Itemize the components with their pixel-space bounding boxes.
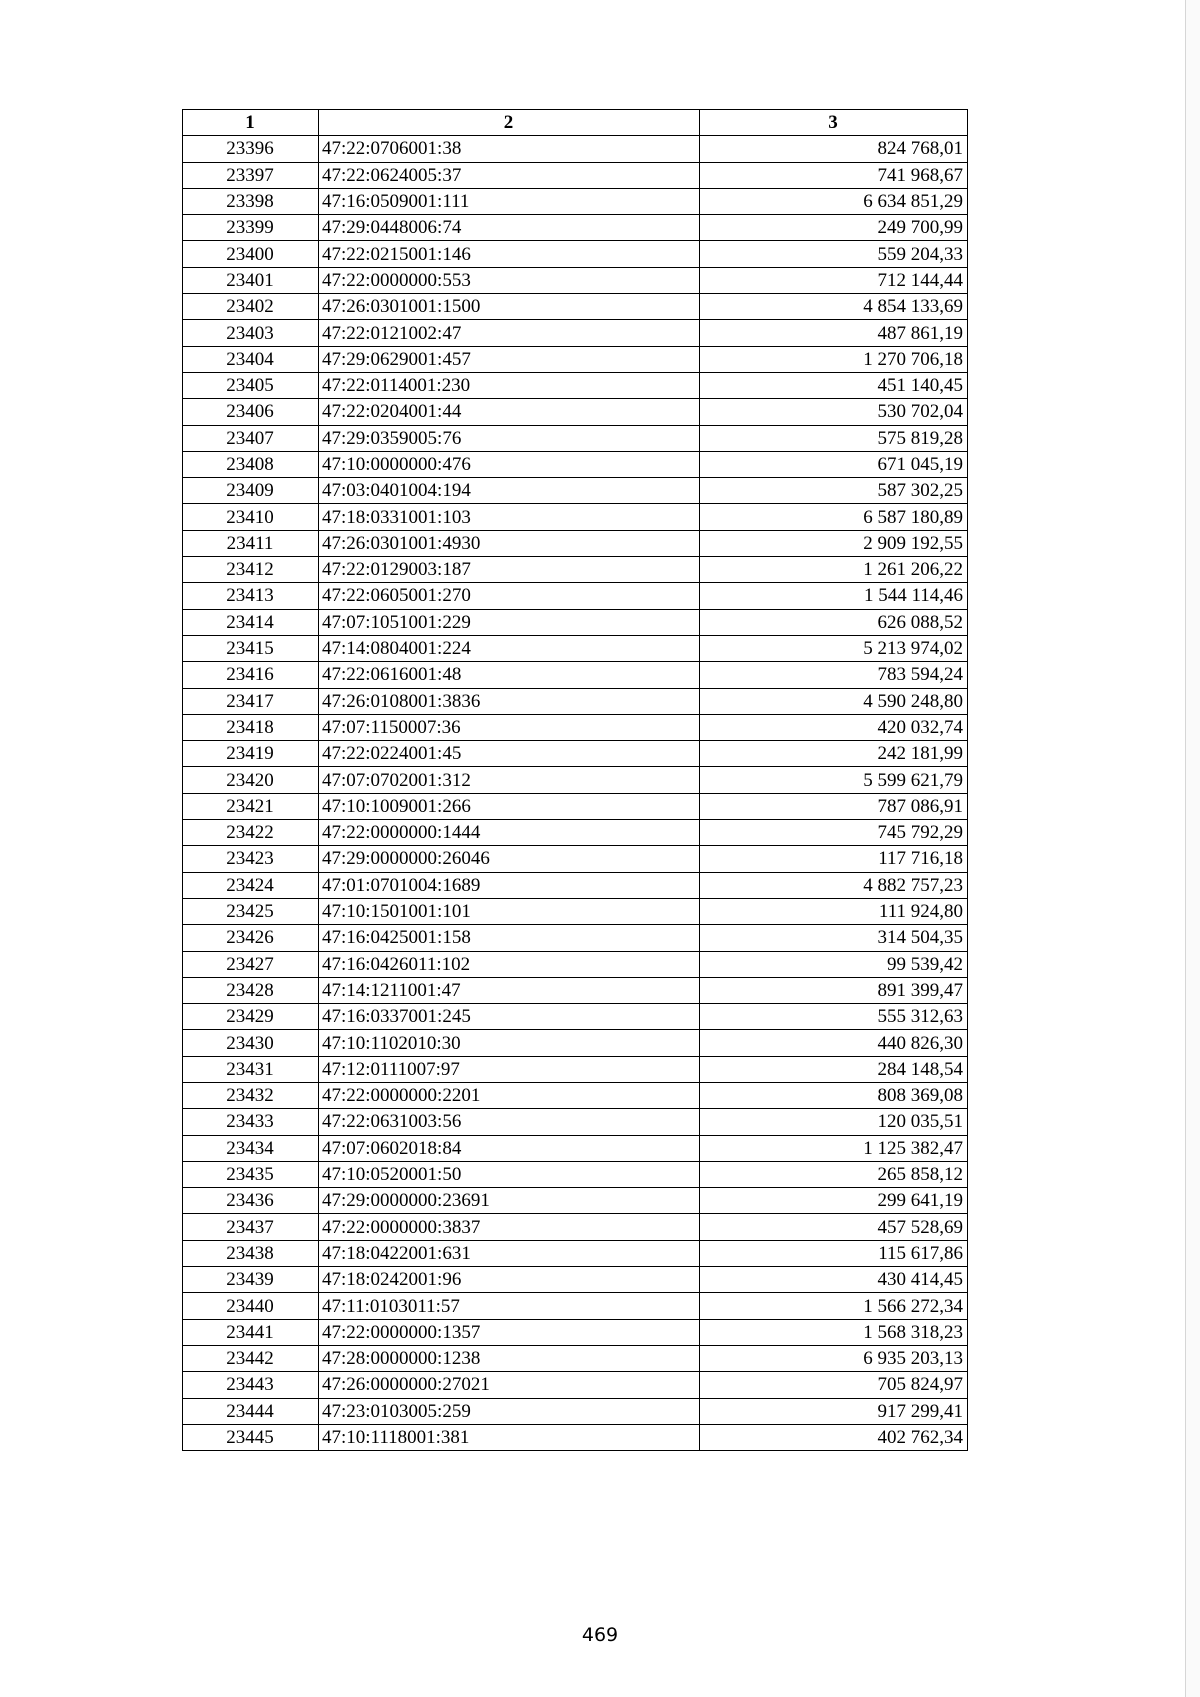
table-row: [183, 136, 968, 162]
table-row: [183, 583, 968, 609]
cadastral-number-cell: 47:10:0520001:50: [319, 1161, 700, 1187]
row-number-cell: 23415: [183, 635, 319, 661]
cadastral-number-cell: 47:16:0426011:102: [319, 951, 700, 977]
row-number-cell: 23429: [183, 1004, 319, 1030]
table-row: [183, 793, 968, 819]
cadastral-number-cell: 47:10:1118001:381: [319, 1424, 700, 1450]
cadastral-number-cell: 47:22:0000000:1444: [319, 820, 700, 846]
cadastral-value-cell: 4 882 757,23: [700, 872, 968, 898]
data-table: [182, 109, 968, 1451]
cadastral-number-cell: 47:29:0359005:76: [319, 425, 700, 451]
cadastral-value-cell: 1 270 706,18: [700, 346, 968, 372]
cadastral-number-cell: 47:22:0000000:2201: [319, 1082, 700, 1108]
table-row: [183, 504, 968, 530]
cadastral-value-cell: 420 032,74: [700, 714, 968, 740]
cadastral-number-cell: 47:14:1211001:47: [319, 977, 700, 1003]
cadastral-number-cell: 47:07:0702001:312: [319, 767, 700, 793]
cadastral-value-cell: 5 213 974,02: [700, 635, 968, 661]
row-number-cell: 23403: [183, 320, 319, 346]
cadastral-value-cell: 1 566 272,34: [700, 1293, 968, 1319]
row-number-cell: 23397: [183, 162, 319, 188]
table-row: [183, 925, 968, 951]
table-row: [183, 1004, 968, 1030]
table-row: [183, 1372, 968, 1398]
table-row: [183, 741, 968, 767]
table-row: [183, 215, 968, 241]
cadastral-value-cell: 314 504,35: [700, 925, 968, 951]
cadastral-number-cell: 47:26:0301001:4930: [319, 530, 700, 556]
cadastral-value-cell: 705 824,97: [700, 1372, 968, 1398]
row-number-cell: 23422: [183, 820, 319, 846]
row-number-cell: 23398: [183, 188, 319, 214]
cadastral-number-cell: 47:18:0242001:96: [319, 1267, 700, 1293]
row-number-cell: 23433: [183, 1109, 319, 1135]
cadastral-number-cell: 47:28:0000000:1238: [319, 1345, 700, 1371]
cadastral-number-cell: 47:22:0129003:187: [319, 557, 700, 583]
cadastral-number-cell: 47:29:0448006:74: [319, 215, 700, 241]
table-row: [183, 846, 968, 872]
table-row: [183, 1082, 968, 1108]
table-row: [183, 320, 968, 346]
row-number-cell: 23405: [183, 372, 319, 398]
column-header-1: 1: [183, 110, 319, 136]
row-number-cell: 23417: [183, 688, 319, 714]
cadastral-value-cell: 117 716,18: [700, 846, 968, 872]
cadastral-number-cell: 47:26:0301001:1500: [319, 294, 700, 320]
cadastral-value-cell: 1 261 206,22: [700, 557, 968, 583]
column-header-2: 2: [319, 110, 700, 136]
row-number-cell: 23434: [183, 1135, 319, 1161]
row-number-cell: 23412: [183, 557, 319, 583]
cadastral-number-cell: 47:22:0204001:44: [319, 399, 700, 425]
row-number-cell: 23402: [183, 294, 319, 320]
row-number-cell: 23439: [183, 1267, 319, 1293]
table-row: [183, 1345, 968, 1371]
cadastral-number-cell: 47:14:0804001:224: [319, 635, 700, 661]
table-row: [183, 1214, 968, 1240]
cadastral-value-cell: 6 634 851,29: [700, 188, 968, 214]
row-number-cell: 23438: [183, 1240, 319, 1266]
table-row: [183, 1240, 968, 1266]
row-number-cell: 23427: [183, 951, 319, 977]
cadastral-value-cell: 6 935 203,13: [700, 1345, 968, 1371]
row-number-cell: 23432: [183, 1082, 319, 1108]
cadastral-value-cell: 457 528,69: [700, 1214, 968, 1240]
cadastral-number-cell: 47:18:0331001:103: [319, 504, 700, 530]
row-number-cell: 23408: [183, 451, 319, 477]
table-row: [183, 1188, 968, 1214]
cadastral-value-cell: 745 792,29: [700, 820, 968, 846]
table-row: [183, 635, 968, 661]
table-row: [183, 1293, 968, 1319]
table-row: [183, 1267, 968, 1293]
cadastral-value-cell: 120 035,51: [700, 1109, 968, 1135]
cadastral-number-cell: 47:10:1501001:101: [319, 898, 700, 924]
row-number-cell: 23409: [183, 478, 319, 504]
cadastral-value-cell: 783 594,24: [700, 662, 968, 688]
table-row: [183, 1030, 968, 1056]
table-row: [183, 1135, 968, 1161]
cadastral-value-cell: 111 924,80: [700, 898, 968, 924]
row-number-cell: 23399: [183, 215, 319, 241]
cadastral-value-cell: 575 819,28: [700, 425, 968, 451]
cadastral-value-cell: 451 140,45: [700, 372, 968, 398]
cadastral-number-cell: 47:16:0425001:158: [319, 925, 700, 951]
row-number-cell: 23436: [183, 1188, 319, 1214]
cadastral-value-cell: 1 125 382,47: [700, 1135, 968, 1161]
row-number-cell: 23413: [183, 583, 319, 609]
cadastral-number-cell: 47:23:0103005:259: [319, 1398, 700, 1424]
table-row: [183, 714, 968, 740]
table-row: [183, 478, 968, 504]
cadastral-number-cell: 47:22:0000000:553: [319, 267, 700, 293]
cadastral-number-cell: 47:10:1102010:30: [319, 1030, 700, 1056]
row-number-cell: 23441: [183, 1319, 319, 1345]
cadastral-value-cell: 299 641,19: [700, 1188, 968, 1214]
cadastral-number-cell: 47:22:0616001:48: [319, 662, 700, 688]
table-row: [183, 372, 968, 398]
row-number-cell: 23428: [183, 977, 319, 1003]
cadastral-number-cell: 47:12:0111007:97: [319, 1056, 700, 1082]
row-number-cell: 23444: [183, 1398, 319, 1424]
table-row: [183, 1398, 968, 1424]
cadastral-number-cell: 47:10:1009001:266: [319, 793, 700, 819]
cadastral-number-cell: 47:29:0000000:26046: [319, 846, 700, 872]
table-row: [183, 1109, 968, 1135]
row-number-cell: 23404: [183, 346, 319, 372]
cadastral-value-cell: 1 568 318,23: [700, 1319, 968, 1345]
cadastral-value-cell: 242 181,99: [700, 741, 968, 767]
row-number-cell: 23419: [183, 741, 319, 767]
cadastral-number-cell: 47:11:0103011:57: [319, 1293, 700, 1319]
row-number-cell: 23414: [183, 609, 319, 635]
cadastral-value-cell: 559 204,33: [700, 241, 968, 267]
cadastral-value-cell: 1 544 114,46: [700, 583, 968, 609]
cadastral-value-cell: 440 826,30: [700, 1030, 968, 1056]
cadastral-value-cell: 671 045,19: [700, 451, 968, 477]
table-row: [183, 1056, 968, 1082]
table-row: [183, 530, 968, 556]
table-row: [183, 399, 968, 425]
table-row: [183, 162, 968, 188]
table-row: [183, 662, 968, 688]
table-row: [183, 557, 968, 583]
cadastral-number-cell: 47:29:0629001:457: [319, 346, 700, 372]
cadastral-number-cell: 47:22:0605001:270: [319, 583, 700, 609]
table-body: [183, 136, 968, 1451]
row-number-cell: 23416: [183, 662, 319, 688]
cadastral-value-cell: 712 144,44: [700, 267, 968, 293]
table-row: [183, 267, 968, 293]
cadastral-number-cell: 47:22:0121002:47: [319, 320, 700, 346]
cadastral-number-cell: 47:22:0000000:3837: [319, 1214, 700, 1240]
cadastral-number-cell: 47:01:0701004:1689: [319, 872, 700, 898]
cadastral-number-cell: 47:07:0602018:84: [319, 1135, 700, 1161]
cadastral-value-cell: 808 369,08: [700, 1082, 968, 1108]
cadastral-value-cell: 787 086,91: [700, 793, 968, 819]
cadastral-value-cell: 99 539,42: [700, 951, 968, 977]
table-row: [183, 451, 968, 477]
row-number-cell: 23407: [183, 425, 319, 451]
cadastral-value-cell: 115 617,86: [700, 1240, 968, 1266]
cadastral-value-cell: 430 414,45: [700, 1267, 968, 1293]
cadastral-number-cell: 47:03:0401004:194: [319, 478, 700, 504]
row-number-cell: 23401: [183, 267, 319, 293]
cadastral-number-cell: 47:22:0114001:230: [319, 372, 700, 398]
cadastral-number-cell: 47:18:0422001:631: [319, 1240, 700, 1266]
cadastral-value-cell: 555 312,63: [700, 1004, 968, 1030]
row-number-cell: 23431: [183, 1056, 319, 1082]
cadastral-number-cell: 47:22:0624005:37: [319, 162, 700, 188]
table-row: [183, 241, 968, 267]
table-row: [183, 425, 968, 451]
row-number-cell: 23410: [183, 504, 319, 530]
row-number-cell: 23418: [183, 714, 319, 740]
cadastral-number-cell: 47:22:0224001:45: [319, 741, 700, 767]
table-row: [183, 1424, 968, 1450]
row-number-cell: 23430: [183, 1030, 319, 1056]
cadastral-value-cell: 6 587 180,89: [700, 504, 968, 530]
row-number-cell: 23406: [183, 399, 319, 425]
cadastral-number-cell: 47:07:1051001:229: [319, 609, 700, 635]
cadastral-value-cell: 824 768,01: [700, 136, 968, 162]
table-row: [183, 872, 968, 898]
row-number-cell: 23423: [183, 846, 319, 872]
table-row: [183, 977, 968, 1003]
cadastral-value-cell: 5 599 621,79: [700, 767, 968, 793]
cadastral-value-cell: 249 700,99: [700, 215, 968, 241]
table-row: [183, 767, 968, 793]
cadastral-number-cell: 47:16:0337001:245: [319, 1004, 700, 1030]
table-row: [183, 820, 968, 846]
table-row: [183, 294, 968, 320]
column-header-3: 3: [700, 110, 968, 136]
row-number-cell: 23420: [183, 767, 319, 793]
row-number-cell: 23425: [183, 898, 319, 924]
page-edge: [1185, 0, 1200, 1697]
cadastral-number-cell: 47:10:0000000:476: [319, 451, 700, 477]
table-row: [183, 346, 968, 372]
row-number-cell: 23443: [183, 1372, 319, 1398]
cadastral-value-cell: 284 148,54: [700, 1056, 968, 1082]
table-row: [183, 1161, 968, 1187]
cadastral-value-cell: 891 399,47: [700, 977, 968, 1003]
row-number-cell: 23424: [183, 872, 319, 898]
cadastral-value-cell: 741 968,67: [700, 162, 968, 188]
cadastral-value-cell: 530 702,04: [700, 399, 968, 425]
cadastral-value-cell: 4 854 133,69: [700, 294, 968, 320]
cadastral-value-cell: 917 299,41: [700, 1398, 968, 1424]
cadastral-value-cell: 402 762,34: [700, 1424, 968, 1450]
row-number-cell: 23437: [183, 1214, 319, 1240]
cadastral-number-cell: 47:07:1150007:36: [319, 714, 700, 740]
row-number-cell: 23400: [183, 241, 319, 267]
table-header-row: [183, 110, 968, 136]
cadastral-number-cell: 47:22:0631003:56: [319, 1109, 700, 1135]
row-number-cell: 23411: [183, 530, 319, 556]
cadastral-number-cell: 47:22:0706001:38: [319, 136, 700, 162]
row-number-cell: 23421: [183, 793, 319, 819]
cadastral-number-cell: 47:22:0000000:1357: [319, 1319, 700, 1345]
row-number-cell: 23445: [183, 1424, 319, 1450]
row-number-cell: 23396: [183, 136, 319, 162]
cadastral-value-cell: 626 088,52: [700, 609, 968, 635]
cadastral-number-cell: 47:22:0215001:146: [319, 241, 700, 267]
cadastral-number-cell: 47:29:0000000:23691: [319, 1188, 700, 1214]
table-row: [183, 188, 968, 214]
cadastral-number-cell: 47:26:0108001:3836: [319, 688, 700, 714]
cadastral-value-cell: 487 861,19: [700, 320, 968, 346]
cadastral-value-cell: 265 858,12: [700, 1161, 968, 1187]
cadastral-value-cell: 4 590 248,80: [700, 688, 968, 714]
row-number-cell: 23440: [183, 1293, 319, 1319]
table-row: [183, 688, 968, 714]
row-number-cell: 23426: [183, 925, 319, 951]
row-number-cell: 23442: [183, 1345, 319, 1371]
table-row: [183, 898, 968, 924]
row-number-cell: 23435: [183, 1161, 319, 1187]
cadastral-number-cell: 47:16:0509001:111: [319, 188, 700, 214]
cadastral-number-cell: 47:26:0000000:27021: [319, 1372, 700, 1398]
table-row: [183, 1319, 968, 1345]
page-number: 469: [581, 1624, 619, 1646]
cadastral-value-cell: 2 909 192,55: [700, 530, 968, 556]
cadastral-value-cell: 587 302,25: [700, 478, 968, 504]
table-row: [183, 609, 968, 635]
table-row: [183, 951, 968, 977]
